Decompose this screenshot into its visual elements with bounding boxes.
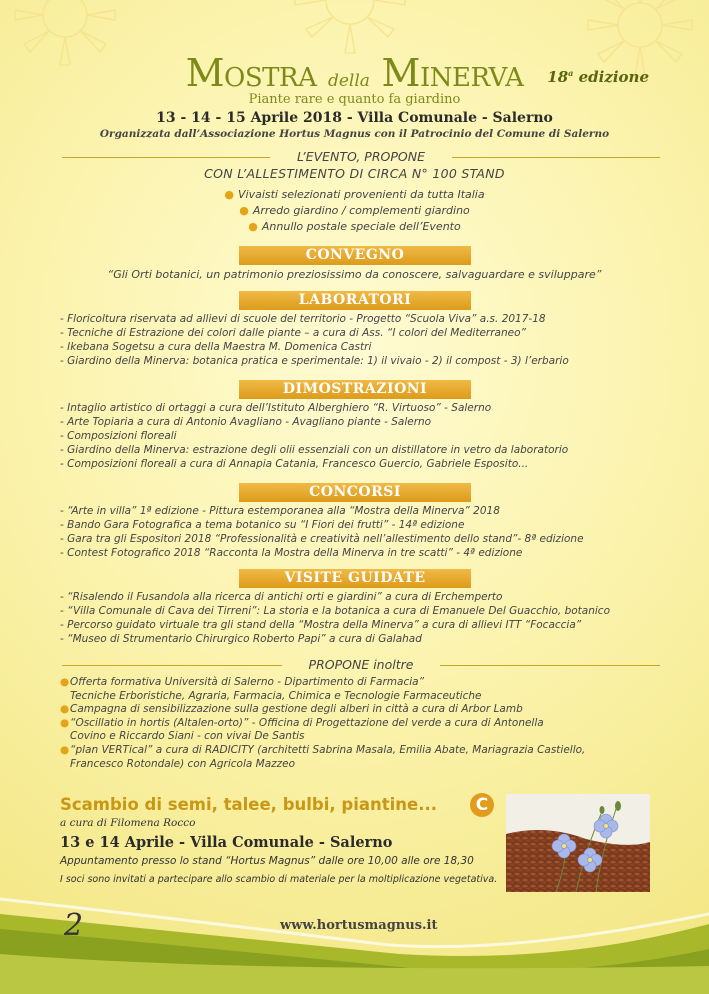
list-item: ● Annullo postale speciale dell’Evento bbox=[248, 220, 461, 233]
concorsi-banner: CONCORSI bbox=[239, 483, 471, 502]
inoltre-heading: PROPONE inoltre bbox=[308, 657, 414, 672]
list-item: - Giardino della Minerva: estrazione degli olii essenziali con un distillatore in vetro da laboratorio bbox=[60, 443, 569, 456]
list-item: - Tecniche di Estrazione dei colori dalle piante – a cura di Ass. “I colori del Mediterraneo” bbox=[60, 326, 526, 339]
bullet-icon: ● bbox=[60, 743, 70, 756]
list-item: - Bando Gara Fotografica a tema botanico su “I Fiori dei frutti” - 14ª edizione bbox=[60, 518, 465, 531]
organizer-line: Organizzata dall’Associazione Hortus Magnus con il Patrocinio del Comune di Salerno bbox=[99, 128, 610, 140]
list-item: ● Offerta formativa Università di Salerno - Dipartimento di Farmacia” Tecniche Erboristiche, Agraria, Farmacia, Chimica e Tecnologie Farmaceutiche bbox=[60, 676, 482, 702]
list-item: ● Campagna di sensibilizzazione sulla gestione degli alberi in città a cura di Arbor Lamb bbox=[60, 703, 523, 716]
scambio-title: Scambio di semi, talee, bulbi, piantine... bbox=[60, 795, 438, 814]
scambio-curator: a cura di Filomena Rocco bbox=[60, 817, 196, 829]
list-item: - Giardino della Minerva: botanica pratica e sperimentale: 1) il vivaio - 2) il compost - 3) l’erbario bbox=[60, 354, 569, 367]
scambio-appointment: Appuntamento presso lo stand “Hortus Magnus” dalle ore 10,00 alle ore 18,30 bbox=[60, 855, 474, 867]
dimostrazioni-list bbox=[60, 402, 660, 472]
laboratori-list bbox=[60, 313, 660, 369]
bullet-icon: ● bbox=[239, 204, 249, 217]
concorsi-list bbox=[60, 505, 660, 561]
laboratori-banner: LABORATORI bbox=[239, 291, 471, 310]
scambio-note: I soci sono invitati a partecipare allo scambio di materiale per la moltiplicazione vegetativa. bbox=[60, 874, 498, 885]
visite-banner: VISITE GUIDATE bbox=[239, 569, 471, 588]
list-item: ● Arredo giardino / complementi giardino bbox=[239, 204, 470, 217]
list-item: - Gara tra gli Espositori 2018 “Professionalità e creatività nell’allestimento dello stand”- 8ª edizione bbox=[60, 532, 584, 545]
title-letter: M bbox=[185, 51, 225, 95]
scambio-dates: 13 e 14 Aprile - Villa Comunale - Salerno bbox=[60, 834, 393, 851]
list-item: - Ikebana Sogetsu a cura della Maestra M. Domenica Castri bbox=[60, 340, 372, 353]
flax-seeds-photo bbox=[506, 794, 650, 892]
evento-heading: L’EVENTO, PROPONE bbox=[297, 149, 425, 164]
title-word-ostra: OSTRA bbox=[224, 63, 317, 93]
title-word-inerva: INERVA bbox=[419, 63, 524, 93]
list-item: - Floricoltura riservata ad allievi di scuole del territorio - Progetto “Scuola Viva” a.s. 2017-18 bbox=[60, 313, 546, 325]
dimostrazioni-banner: DIMOSTRAZIONI bbox=[239, 380, 471, 399]
evento-divider bbox=[62, 150, 660, 164]
list-item: - Contest Fotografico 2018 “Racconta la Mostra della Minerva in tre scatti” - 4ª edizione bbox=[60, 546, 523, 559]
bullet-icon: ● bbox=[60, 703, 70, 716]
inoltre-divider bbox=[62, 658, 660, 672]
list-item: - “Villa Comunale di Cava dei Tirreni”: La storia e la botanica a cura di Emanuele Del Guacchio, botanico bbox=[60, 604, 610, 617]
evento-subheading: CON L’ALLESTIMENTO DI CIRCA N° 100 STAND bbox=[204, 166, 505, 181]
bullet-icon: ● bbox=[248, 220, 258, 233]
list-item: - Composizioni floreali a cura di Annapia Catania, Francesco Guercio, Gabriele Esposito... bbox=[60, 457, 529, 470]
list-item: - “Risalendo il Fusandola alla ricerca di antichi orti e giardini” a cura di Erchemperto bbox=[60, 591, 503, 603]
list-item: - “Arte in villa” 1ª edizione - Pittura estemporanea alla “Mostra della Minerva” 2018 bbox=[60, 505, 500, 517]
edition-word: edizione bbox=[578, 68, 649, 86]
title-letter-2: M bbox=[381, 51, 420, 95]
list-item: - “Museo di Strumentario Chirurgico Roberto Papi” a cura di Galahad bbox=[60, 632, 422, 645]
subtitle: Piante rare e quanto fa giardino bbox=[248, 92, 461, 107]
edition-number: 18 bbox=[547, 68, 569, 86]
bullet-icon: ● bbox=[224, 188, 234, 201]
convegno-banner: CONVEGNO bbox=[239, 246, 471, 265]
page-number: 2 bbox=[64, 908, 84, 943]
list-item: - Arte Topiaria a cura di Antonio Avagliano - Avagliano piante - Salerno bbox=[60, 415, 432, 428]
list-item: - Intaglio artistico di ortaggi a cura dell’Istituto Alberghiero “R. Virtuoso” - Salerno bbox=[60, 402, 492, 414]
convegno-quote: “Gli Orti botanici, un patrimonio preziosissimo da conoscere, salvaguardare e sviluppare” bbox=[107, 268, 602, 281]
bullet-icon: ● bbox=[60, 716, 70, 729]
edition-badge bbox=[547, 68, 649, 86]
c-badge-icon: C bbox=[470, 793, 494, 817]
edition-ordinal: a bbox=[568, 68, 574, 78]
list-item: - Percorso guidato virtuale tra gli stand della “Mostra della Minerva” a cura di allievi ITT “Focaccia” bbox=[60, 618, 582, 631]
visite-list bbox=[60, 591, 660, 647]
list-item: - Composizioni floreali bbox=[60, 429, 177, 442]
bullet-icon: ● bbox=[60, 676, 70, 688]
footer-wave-decoration bbox=[0, 894, 709, 994]
inoltre-list bbox=[60, 676, 670, 771]
website-link[interactable]: www.hortusmagnus.it bbox=[280, 918, 438, 933]
event-dates: 13 - 14 - 15 Aprile 2018 - Villa Comunale - Salerno bbox=[156, 110, 553, 126]
evento-bullets bbox=[0, 187, 709, 235]
list-item: ● Vivaisti selezionati provenienti da tutta Italia bbox=[224, 188, 485, 201]
title-word-della: della bbox=[327, 71, 370, 91]
list-item: ● “Oscillatio in hortis (Altalen-orto)” - Officina di Progettazione del verde a cura di Antonella Covino e Riccardo Siani - con vivai De Santis bbox=[60, 716, 544, 743]
list-item: ● “plan VERTical” a cura di RADICITY (architetti Sabrina Masala, Emilia Abate, Mariagrazia Castiello, Francesco Rotondale) con Agricola Mazzeo bbox=[60, 743, 586, 770]
